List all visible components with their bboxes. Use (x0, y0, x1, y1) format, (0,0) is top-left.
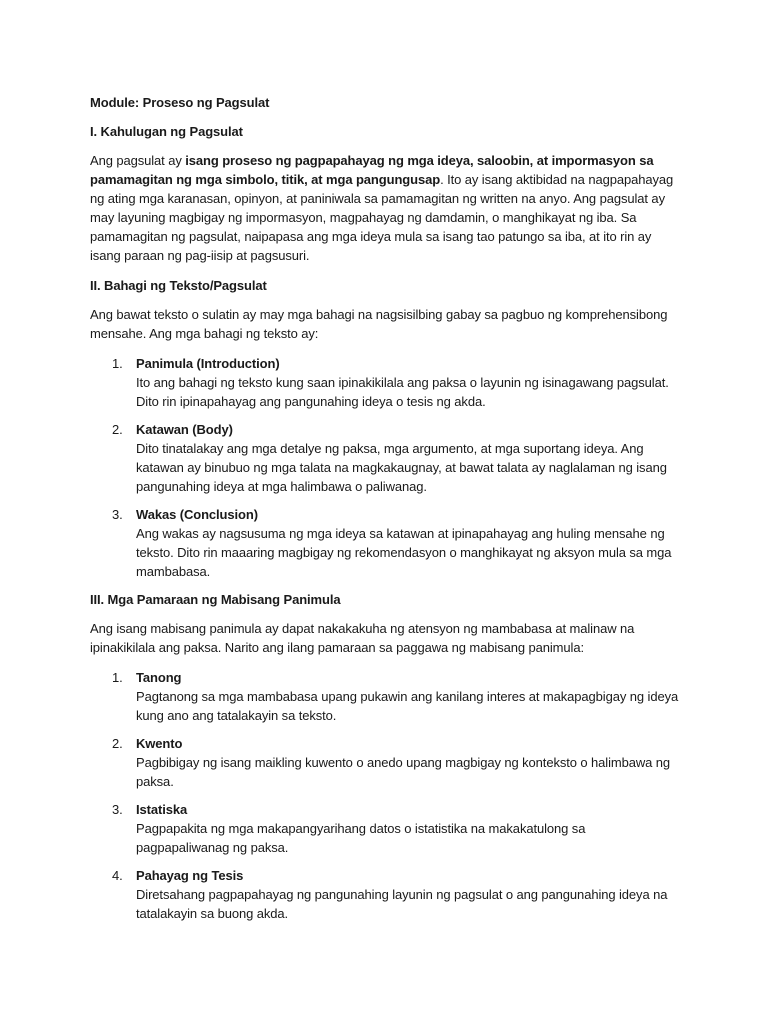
list-bahagi (90, 354, 682, 581)
list-item-title: Tanong (136, 670, 182, 685)
list-number: 1. (112, 670, 123, 685)
list-number: 2. (112, 422, 123, 437)
list-item-title: Kwento (136, 736, 183, 751)
section-heading-pamaraan: III. Mga Pamaraan ng Mabisang Panimula (90, 592, 341, 607)
section-heading-bahagi: II. Bahagi ng Teksto/Pagsulat (90, 278, 267, 293)
list-item (90, 734, 682, 791)
paragraph-pamaraan-intro: Ang isang mabisang panimula ay dapat nakakakuha ng atensyon ng mambabasa at malinaw na ipinakikilala ang paksa. Narito ang ilang pamaraan sa paggawa ng mabisang panimula: (90, 621, 635, 655)
list-item-desc: Pagpapakita ng mga makapangyarihang datos o istatistika na makakatulong sa pagpapaliwanag ng paksa. (136, 821, 586, 855)
list-item (90, 866, 682, 923)
list-item-title: Istatiska (136, 802, 188, 817)
list-item (90, 800, 682, 857)
list-item-title: Wakas (Conclusion) (136, 507, 258, 522)
list-number: 4. (112, 868, 123, 883)
list-number: 2. (112, 736, 123, 751)
list-item-desc: Ito ang bahagi ng teksto kung saan ipinakikilala ang paksa o layunin ng isinagawang pagsulat. Dito rin ipinapahayag ang pangunahing ideya o tesis ng akda. (136, 375, 669, 409)
list-item (90, 354, 682, 411)
paragraph-kahulugan (90, 151, 682, 265)
list-item-desc: Diretsahang pagpapahayag ng pangunahing layunin ng pagsulat o ang pangunahing ideya na tatalakayin sa buong akda. (136, 887, 668, 921)
list-pamaraan (90, 668, 682, 923)
list-item-desc: Pagbibigay ng isang maikling kuwento o anedo upang magbigay ng konteksto o halimbawa ng paksa. (136, 755, 671, 789)
paragraph-text: Ang pagsulat ay (90, 153, 186, 168)
list-item-title: Panimula (Introduction) (136, 356, 280, 371)
list-item (90, 668, 682, 725)
list-number: 3. (112, 507, 123, 522)
document-title: Module: Proseso ng Pagsulat (90, 95, 270, 110)
list-item (90, 420, 682, 496)
list-item-title: Pahayag ng Tesis (136, 868, 244, 883)
list-number: 3. (112, 802, 123, 817)
list-item-desc: Dito tinatalakay ang mga detalye ng paksa, mga argumento, at mga suportang ideya. Ang katawan ay binubuo ng mga talata na magkakaugnay, at bawat talata ay naglalaman ng isang pangunahing ideya at mga halimbawa o paliwanag. (136, 441, 667, 494)
paragraph-bahagi-intro: Ang bawat teksto o sulatin ay may mga bahagi na nagsisilbing gabay sa pagbuo ng komprehensibong mensahe. Ang mga bahagi ng teksto ay: (90, 307, 668, 341)
paragraph-bold-text: isang proseso ng pagpapahayag ng mga ideya, saloobin, at impormasyon sa pamamagitan ng mga simbolo, titik, at mga pangungusap (90, 153, 654, 187)
document-page (90, 93, 682, 932)
list-item (90, 505, 682, 581)
paragraph-text: . Ito ay isang aktibidad na nagpapahayag ng ating mga karanasan, opinyon, at paniniwala sa pamamagitan ng written na anyo. Ang pagsulat ay may layuning magbigay ng impormasyon, magpahayag ng damdamin, o manghikayat ng iba. Sa pamamagitan ng pagsulat, naipapasa ang mga ideya mula sa isang tao patungo sa iba, at ito rin ay isang paraan ng pag-iisip at pagsusuri. (90, 172, 674, 263)
list-item-title: Katawan (Body) (136, 422, 233, 437)
list-item-desc: Pagtanong sa mga mambabasa upang pukawin ang kanilang interes at makapagbigay ng ideya kung ano ang tatalakayin sa teksto. (136, 689, 679, 723)
list-number: 1. (112, 356, 123, 371)
section-heading-kahulugan: I. Kahulugan ng Pagsulat (90, 124, 243, 139)
list-item-desc: Ang wakas ay nagsusuma ng mga ideya sa katawan at ipinapahayag ang huling mensahe ng teksto. Dito rin maaaring magbigay ng rekomendasyon o manghikayat ng aksyon mula sa mga mambabasa. (136, 526, 672, 579)
